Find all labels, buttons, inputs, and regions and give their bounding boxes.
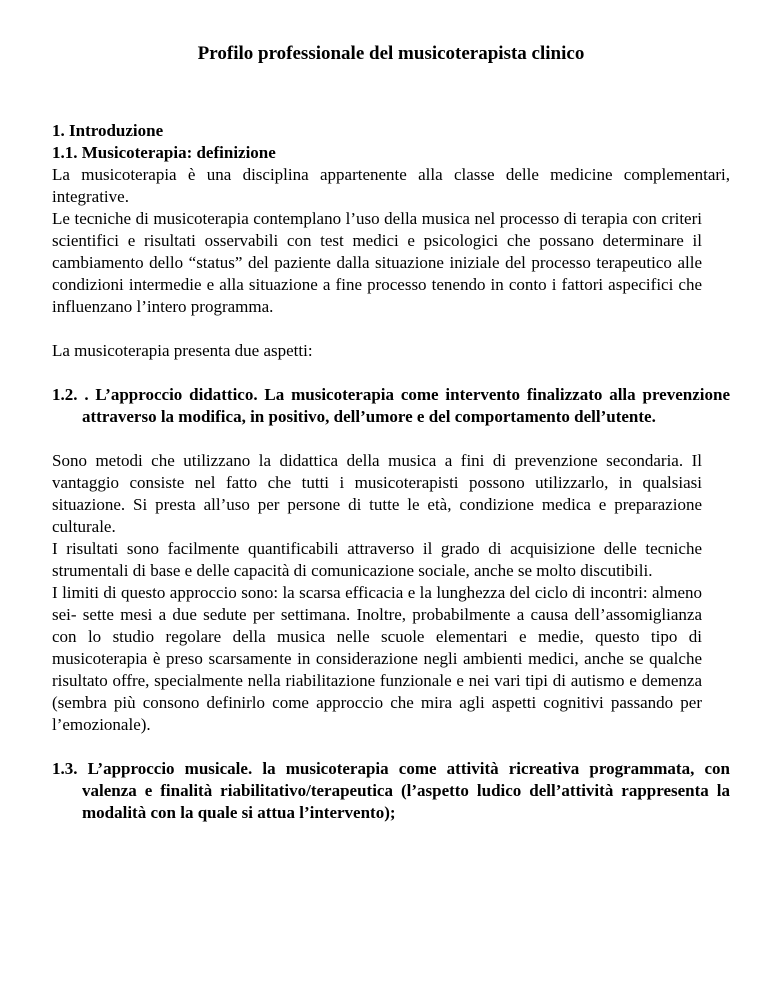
heading-definizione: 1.1. Musicoterapia: definizione [52, 143, 276, 162]
document-title: Profilo professionale del musicoterapista clinico [197, 43, 585, 64]
heading-introduzione: 1. Introduzione [52, 121, 164, 140]
spacer [52, 318, 730, 340]
heading-approccio-musicale: 1.3. L’approccio musicale. la musicoterapia come attività ricreativa programmata, con valenza e finalità riabilitativo/terapeutica (l’aspetto ludico dell’attività rappresenta la modalità con la quale si attua l’intervento); [52, 759, 730, 822]
spacer [52, 362, 730, 384]
paragraph-due-aspetti: La musicoterapia presenta due aspetti: [52, 341, 313, 360]
paragraph-didattico-2: I risultati sono facilmente quantificabili attraverso il grado di acquisizione delle tecniche strumentali di base e delle capacità di comunicazione sociale, anche se molto discutibili. [52, 539, 702, 580]
spacer [52, 428, 730, 450]
paragraph-didattico-3: I limiti di questo approccio sono: la scarsa efficacia e la lunghezza del ciclo di incontri: almeno sei- sette mesi a due sedute per settimana. Inoltre, probabilmente a causa dell’assomiglianza con lo studio regolare della musica nelle scuole elementari e medie, questo tipo di musicoterapia è preso scarsamente in considerazione negli ambienti medici, anche se qualche risultato offre, specialmente nella riabilitazione funzionale e nei vari tipi di autismo e demenza (sembra più consono definirlo come approccio che mira agli aspetti cognitivi passando per l’emozionale). [52, 583, 702, 734]
heading-approccio-didattico: 1.2. . L’approccio didattico. La musicoterapia come intervento finalizzato alla prevenzione attraverso la modifica, in positivo, dell’umore e del comportamento dell’utente. [52, 385, 730, 426]
spacer [52, 736, 730, 758]
paragraph-didattico-1: Sono metodi che utilizzano la didattica della musica a fini di prevenzione secondaria. Il vantaggio consiste nel fatto che tutti i musicoterapisti possono utilizzarlo, in qualsiasi situazione. Si presta all’uso per persone di tutte le età, condizione medica e preparazione culturale. [52, 451, 702, 536]
paragraph-definizione-1: La musicoterapia è una disciplina appartenente alla classe delle medicine complementari, integrative. [52, 165, 730, 206]
paragraph-definizione-2: Le tecniche di musicoterapia contemplano l’uso della musica nel processo di terapia con criteri scientifici e risultati osservabili con test medici e psicologici che possano determinare il cambiamento dello “status” del paziente dalla situazione iniziale del processo terapeutico alle condizioni intermedie e alla situazione a fine processo tenendo in conto i fattori aspecifici che influenzano l’intero programma. [52, 209, 702, 316]
